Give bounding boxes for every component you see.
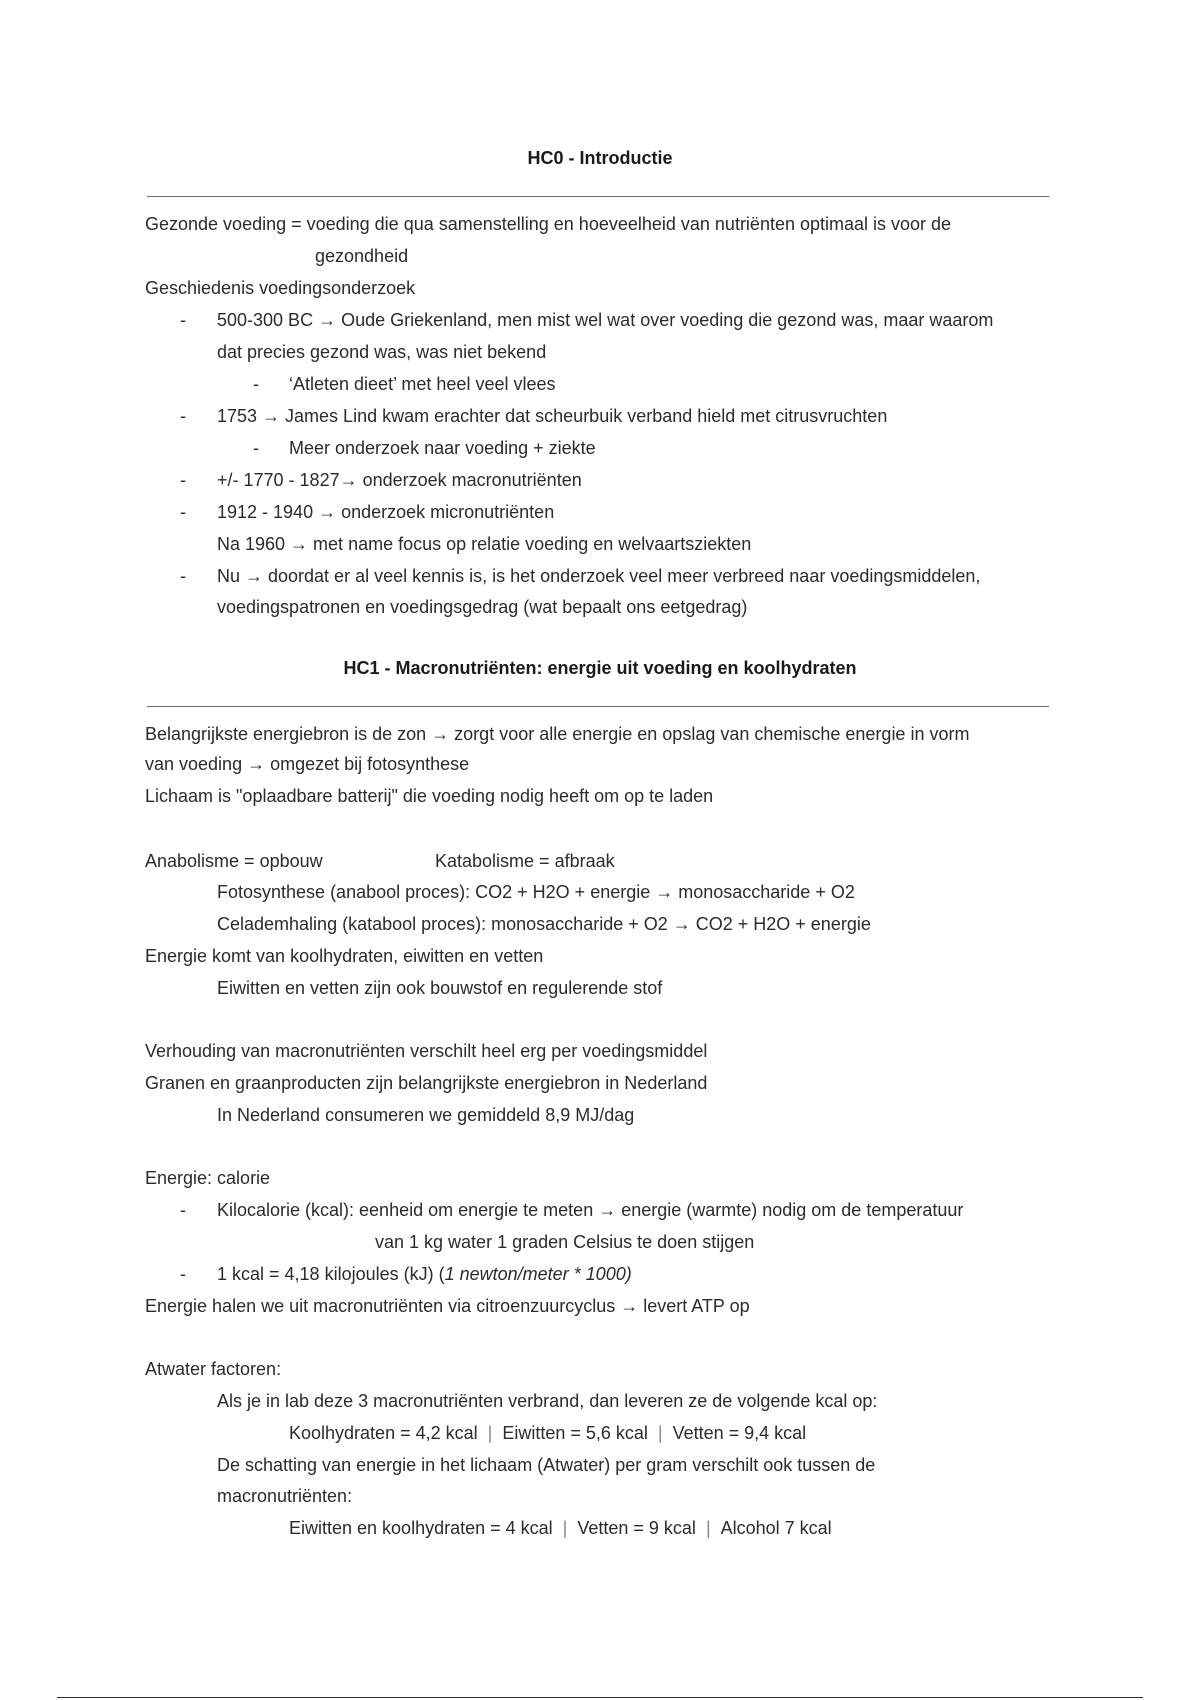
anabolisme-line: Anabolisme = opbouw	[145, 851, 323, 871]
definition-line-1: Gezonde voeding = voeding die qua samenstelling en hoeveelheid van nutriënten optimaal is voor de	[145, 214, 952, 234]
citroenzuur-line: Energie halen we uit macronutriënten via citroenzuurcyclus → levert ATP op	[145, 1296, 750, 1316]
lab-value-eiwitten: Eiwitten = 5,6 kcal	[502, 1423, 648, 1443]
history-item: voedingspatronen en voedingsgedrag (wat bepaalt ons eetgedrag)	[217, 597, 748, 617]
lab-values-line	[289, 1422, 806, 1444]
history-item: Na 1960 → met name focus op relatie voeding en welvaartsziekten	[217, 534, 752, 554]
energy-line-1: Belangrijkste energiebron is de zon → zorgt voor alle energie en opslag van chemische energie in vorm	[145, 724, 970, 744]
bullet-dash: -	[253, 438, 259, 458]
lab-value-koolhydraten: Koolhydraten = 4,2 kcal	[289, 1423, 478, 1443]
definition-line-2: gezondheid	[315, 246, 409, 266]
katabolisme-line: Katabolisme = afbraak	[435, 851, 615, 871]
hc0-divider	[147, 196, 1049, 197]
energie-bron-line: Energie komt van koolhydraten, eiwitten en vetten	[145, 946, 544, 966]
kj-line-main: 1 kcal = 4,18 kilojoules (kJ) (	[217, 1264, 445, 1284]
bullet-dash: -	[180, 1264, 186, 1284]
atwater-values-line	[289, 1517, 832, 1539]
energy-line-2: van voeding → omgezet bij fotosynthese	[145, 754, 470, 774]
consumptie-line: In Nederland consumeren we gemiddeld 8,9 MJ/dag	[217, 1105, 635, 1125]
page-bottom-rule	[57, 1697, 1143, 1698]
verhouding-line: Verhouding van macronutriënten verschilt heel erg per voedingsmiddel	[145, 1041, 708, 1061]
kj-line	[217, 1263, 632, 1285]
bullet-dash: -	[180, 502, 186, 522]
atwater-value-vetten: Vetten = 9 kcal	[577, 1518, 696, 1538]
lab-value-vetten: Vetten = 9,4 kcal	[672, 1423, 807, 1443]
bullet-dash: -	[253, 374, 259, 394]
bullet-dash: -	[180, 1200, 186, 1220]
bullet-dash: -	[180, 470, 186, 490]
separator: |	[657, 1423, 663, 1443]
history-subitem: ‘Atleten dieet’ met heel veel vlees	[289, 374, 556, 394]
bullet-dash: -	[180, 566, 186, 586]
kcal-line-1: Kilocalorie (kcal): eenheid om energie te meten → energie (warmte) nodig om de temperatuur	[217, 1200, 964, 1220]
schatting-line-1: De schatting van energie in het lichaam (Atwater) per gram verschilt ook tussen de	[217, 1455, 876, 1475]
bullet-dash: -	[180, 310, 186, 330]
history-subitem: Meer onderzoek naar voeding + ziekte	[289, 438, 596, 458]
calorie-title: Energie: calorie	[145, 1168, 271, 1188]
bouwstof-line: Eiwitten en vetten zijn ook bouwstof en regulerende stof	[217, 978, 663, 998]
atwater-value-alcohol: Alcohol 7 kcal	[720, 1518, 832, 1538]
history-title: Geschiedenis voedingsonderzoek	[145, 278, 416, 298]
celademhaling-line: Celademhaling (katabool proces): monosaccharide + O2 → CO2 + H2O + energie	[217, 914, 871, 934]
history-item: 1753 → James Lind kwam erachter dat scheurbuik verband hield met citrusvruchten	[217, 406, 888, 426]
bullet-dash: -	[180, 406, 186, 426]
fotosynthese-line: Fotosynthese (anabool proces): CO2 + H2O + energie → monosaccharide + O2	[217, 882, 855, 902]
history-item: +/- 1770 - 1827→ onderzoek macronutriënten	[217, 470, 582, 490]
schatting-line-2: macronutriënten:	[217, 1486, 353, 1506]
separator: |	[705, 1518, 711, 1538]
atwater-title: Atwater factoren:	[145, 1359, 282, 1379]
history-item: 1912 - 1940 → onderzoek micronutriënten	[217, 502, 555, 522]
kcal-line-2: van 1 kg water 1 graden Celsius te doen stijgen	[375, 1232, 755, 1252]
history-item: Nu → doordat er al veel kennis is, is het onderzoek veel meer verbreed naar voedingsmiddelen,	[217, 566, 981, 586]
separator: |	[562, 1518, 568, 1538]
hc1-divider	[147, 706, 1049, 707]
hc0-title: HC0 - Introductie	[527, 148, 673, 168]
battery-line: Lichaam is "oplaadbare batterij" die voeding nodig heeft om op te laden	[145, 786, 714, 806]
atwater-value-eiwit-koolhydraat: Eiwitten en koolhydraten = 4 kcal	[289, 1518, 553, 1538]
granen-line: Granen en graanproducten zijn belangrijkste energiebron in Nederland	[145, 1073, 708, 1093]
hc1-title: HC1 - Macronutriënten: energie uit voeding en koolhydraten	[343, 658, 857, 678]
separator: |	[487, 1423, 493, 1443]
history-item: dat precies gezond was, was niet bekend	[217, 342, 547, 362]
history-item: 500-300 BC → Oude Griekenland, men mist wel wat over voeding die gezond was, maar waarom	[217, 310, 994, 330]
kj-line-italic: 1 newton/meter * 1000)	[444, 1264, 632, 1284]
lab-line: Als je in lab deze 3 macronutriënten verbrand, dan leveren ze de volgende kcal op:	[217, 1391, 878, 1411]
